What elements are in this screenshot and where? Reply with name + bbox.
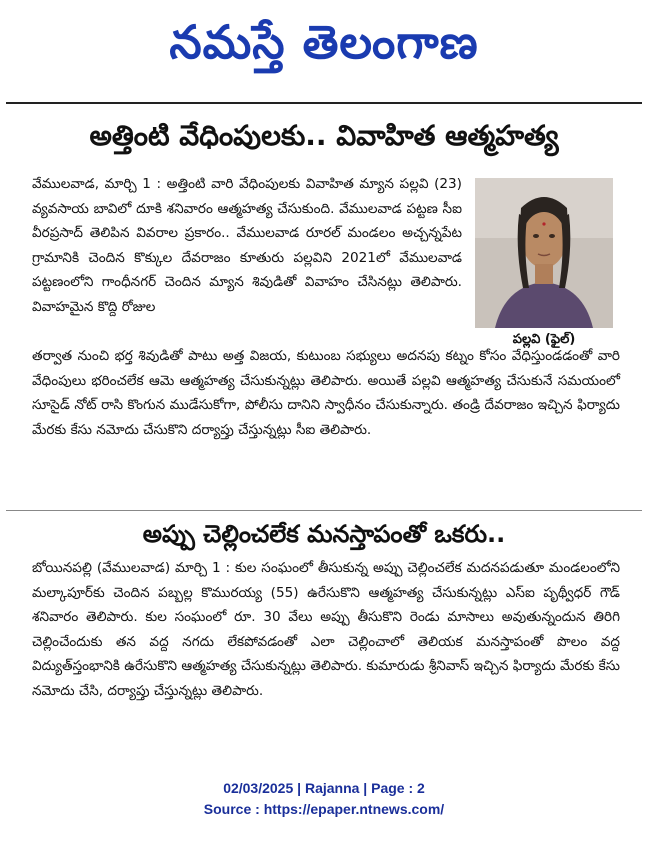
article2-body	[32, 556, 620, 704]
newspaper-masthead: నమస్తే తెలంగాణ	[169, 15, 479, 69]
portrait-image	[475, 178, 613, 328]
footer-source-link[interactable]: Source : https://epaper.ntnews.com/	[203, 801, 445, 817]
article2-headline: అప్పు చెల్లించలేక మనస్తాపంతో ఒకరు..	[142, 520, 506, 548]
article1-body-top	[32, 172, 462, 320]
masthead-divider	[6, 102, 642, 104]
article1-paragraph-bottom: తర్వాత నుంచి భర్త శివుడితో పాటు అత్త విజయ, కుటుంబ సభ్యులు అదనపు కట్నం కోసం వేధిస్తుండడంతో వారి వేధింపులు భరించలేక ఆమె ఆత్మహత్య చేసుకున్నట్లు తెలిపారు. అయితే పల్లవి ఆత్మహత్య చేసుకునే సమయంలో సూసైడ్ నోట్ రాసి కొంగున ముడేసుకోగా, పోలీసు దానిని స్వాధీనం చేసుకున్నారు. తండ్రి దేవరాజం ఇచ్చిన ఫిర్యాదు మేరకు కేసు నమోదు చేసుకొని దర్యాప్తు చేస్తున్నట్లు సీఐ తెలిపారు.	[32, 348, 620, 438]
article1-paragraph-top: వేములవాడ, మార్చి 1 : అత్తింటి వారి వేధింపులకు వివాహిత మ్యాన పల్లవి (23) వ్యవసాయ బావిలో దూకి శనివారం ఆత్మహత్య చేసుకుంది. వేములవాడ పట్టణ సీఐ వీరప్రసాద్ తెలిపిన వివరాల ప్రకారం.. వేములవాడ రూరల్ మండలం అచ్చన్నపేట గ్రామానికి చెందిన కొక్కుల దేవరాజం కూతురు పల్లవిని 2021లో వేములవాడ పట్టణంలోని గాంధీనగర్ చెందిన మ్యాన శివుడితో వివాహం చేసినట్లు తెలిపారు. వివాహమైన కొద్ది రోజుల	[32, 176, 462, 315]
article-divider	[6, 510, 642, 511]
footer-date-edition: 02/03/2025 | Rajanna | Page : 2	[223, 780, 425, 796]
article1-headline: అత్తింటి వేధింపులకు.. వివాహిత ఆత్మహత్య	[89, 119, 559, 152]
article1-body-bottom	[32, 344, 620, 442]
article1-photo	[475, 178, 613, 328]
photo-caption: పల్లవి (ఫైల్)	[512, 332, 576, 347]
article2-paragraph: బోయినపల్లి (వేములవాడ) మార్చి 1 : కుల సంఘంలో తీసుకున్న అప్పు చెల్లించలేక మదనపడుతూ మండలంలోని మల్కాపూర్‌కు చెందిన పబ్బల్ల కొమురయ్య (55) ఉరేసుకొని ఆత్మహత్య చేసుకున్నట్లు ఎస్ఐ పృథ్వీధర్ గౌడ్ శనివారం తెలిపారు. కుల సంఘంలో రూ. 30 వేలు అప్పు తీసుకొని రెండు మాసాలు అవుతున్నందున తిరిగి చెల్లించేందుకు తన వద్ద నగదు లేకపోవడంతో ఎలా చెల్లించాలో తెలియక మనస్తాపంతో పొలం వద్ద విద్యుత్‌స్తంభానికి ఉరేసుకొని ఆత్మహత్య చేసుకున్నట్లు తెలిపారు. కుమారుడు శ్రీనివాస్ ఇచ్చిన ఫిర్యాదు మేరకు కేసు నమోదు చేసి, దర్యాప్తు చేస్తున్నట్లు తెలిపారు.	[32, 560, 620, 699]
